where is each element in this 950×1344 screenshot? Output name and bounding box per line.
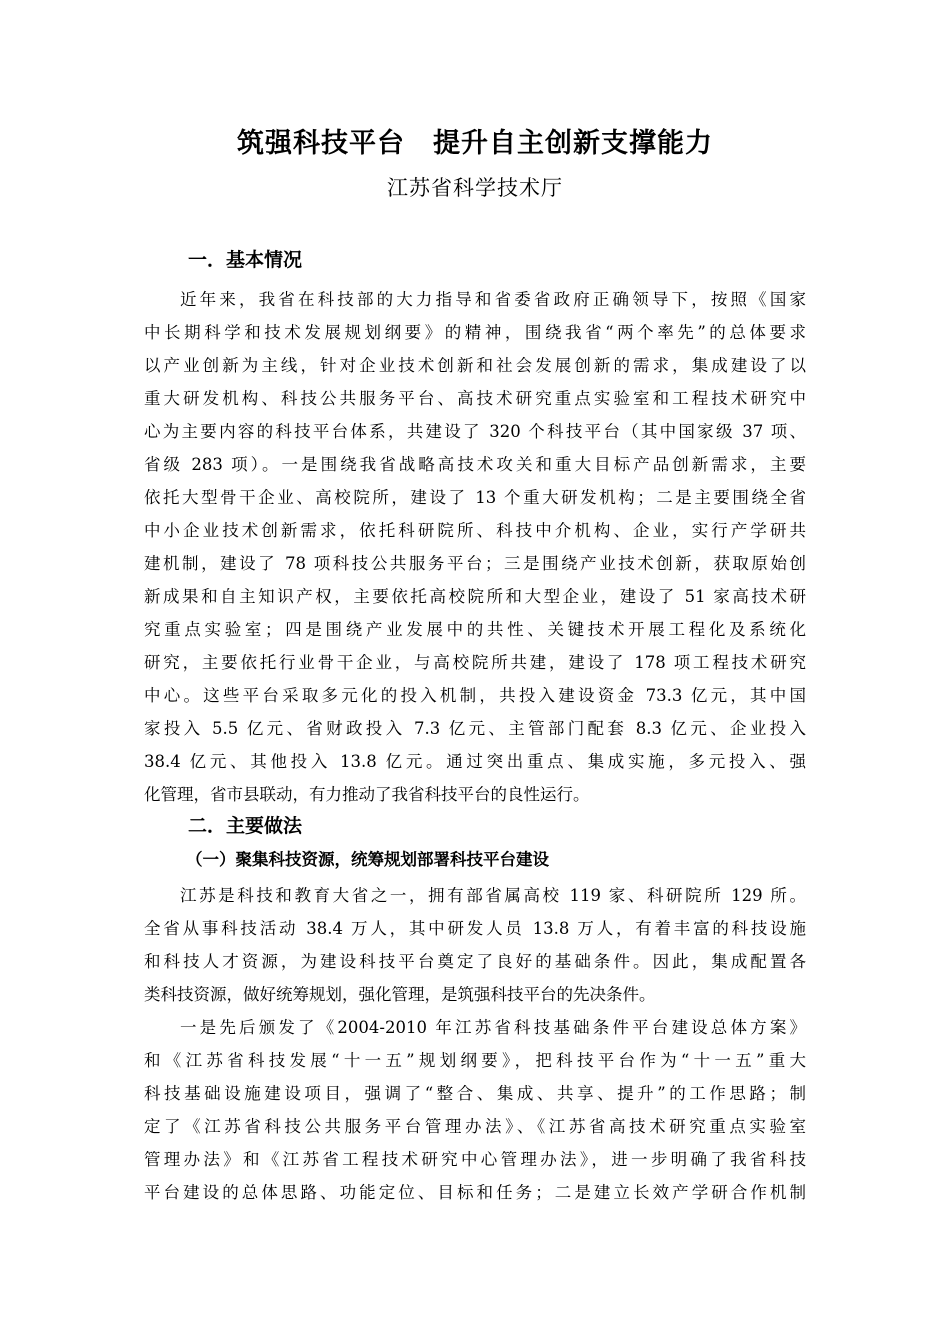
paragraph-line: 中小企业技术创新需求，依托科研院所、科技中介机构、企业，实行产学研共 [144,521,806,540]
paragraph-line: 家投入 5.5 亿元、省财政投入 7.3 亿元、主管部门配套 8.3 亿元、企业投入 [144,719,806,738]
subsection-heading: （一）聚集科技资源，统筹规划部署科技平台建设 [186,850,549,869]
paragraph-line: 类科技资源，做好统筹规划，强化管理，是筑强科技平台的先决条件。 [144,985,656,1004]
section-heading-basic: 一．基本情况 [188,249,303,271]
paragraph-line: 新成果和自主知识产权，主要依托高校院所和大型企业，建设了 51 家高技术研 [144,587,806,606]
paragraph-line: 平台建设的总体思路、功能定位、目标和任务；二是建立长效产学研合作机制 [144,1183,806,1202]
paragraph-line: 和科技人才资源，为建设科技平台奠定了良好的基础条件。因此，集成配置各 [144,952,806,971]
document-title: 筑强科技平台 提升自主创新支撑能力 [237,128,713,159]
paragraph-line: 建机制，建设了 78 项科技公共服务平台；三是围绕产业技术创新，获取原始创 [144,554,806,573]
paragraph-line: 和《江苏省科技发展“十一五”规划纲要》，把科技平台作为“十一五”重大 [144,1051,806,1070]
paragraph-line: 全省从事科技活动 38.4 万人，其中研发人员 13.8 万人，有着丰富的科技设施 [144,919,806,938]
paragraph-line: 心为主要内容的科技平台体系，共建设了 320 个科技平台（其中国家级 37 项、 [144,422,806,441]
paragraph-line: 科技基础设施建设项目，强调了“整合、集成、共享、提升”的工作思路；制 [144,1084,806,1103]
paragraph-line: 近年来，我省在科技部的大力指导和省委省政府正确领导下，按照《国家 [180,290,806,309]
paragraph-line: 中长期科学和技术发展规划纲要》的精神，围绕我省“两个率先”的总体要求 [144,323,806,342]
paragraph-line: 省级 283 项）。一是围绕我省战略高技术攻关和重大目标产品创新需求，主要 [144,455,806,474]
paragraph-line: 定了《江苏省科技公共服务平台管理办法》、《江苏省高技术研究重点实验室 [144,1117,806,1136]
paragraph-line: 以产业创新为主线，针对企业技术创新和社会发展创新的需求，集成建设了以 [144,356,806,375]
document-author: 江苏省科学技术厅 [387,176,563,200]
paragraph-line: 一是先后颁发了《2004-2010 年江苏省科技基础条件平台建设总体方案》 [180,1018,806,1037]
paragraph-line: 研究，主要依托行业骨干企业，与高校院所共建，建设了 178 项工程技术研究 [144,653,806,672]
paragraph-line: 重大研发机构、科技公共服务平台、高技术研究重点实验室和工程技术研究中 [144,389,806,408]
paragraph-line: 依托大型骨干企业、高校院所，建设了 13 个重大研发机构；二是主要围绕全省 [144,488,806,507]
paragraph-line: 江苏是科技和教育大省之一，拥有部省属高校 119 家、科研院所 129 所。 [180,886,806,905]
paragraph-line: 究重点实验室；四是围绕产业发展中的共性、关键技术开展工程化及系统化 [144,620,806,639]
paragraph-line: 中心。这些平台采取多元化的投入机制，共投入建设资金 73.3 亿元，其中国 [144,686,806,705]
paragraph-line: 化管理，省市县联动，有力推动了我省科技平台的良性运行。 [144,785,590,804]
paragraph-line: 38.4 亿元、其他投入 13.8 亿元。通过突出重点、集成实施，多元投入、强 [144,752,806,771]
paragraph-line: 管理办法》和《江苏省工程技术研究中心管理办法》，进一步明确了我省科技 [144,1150,806,1169]
section-heading-methods: 二．主要做法 [188,815,303,837]
